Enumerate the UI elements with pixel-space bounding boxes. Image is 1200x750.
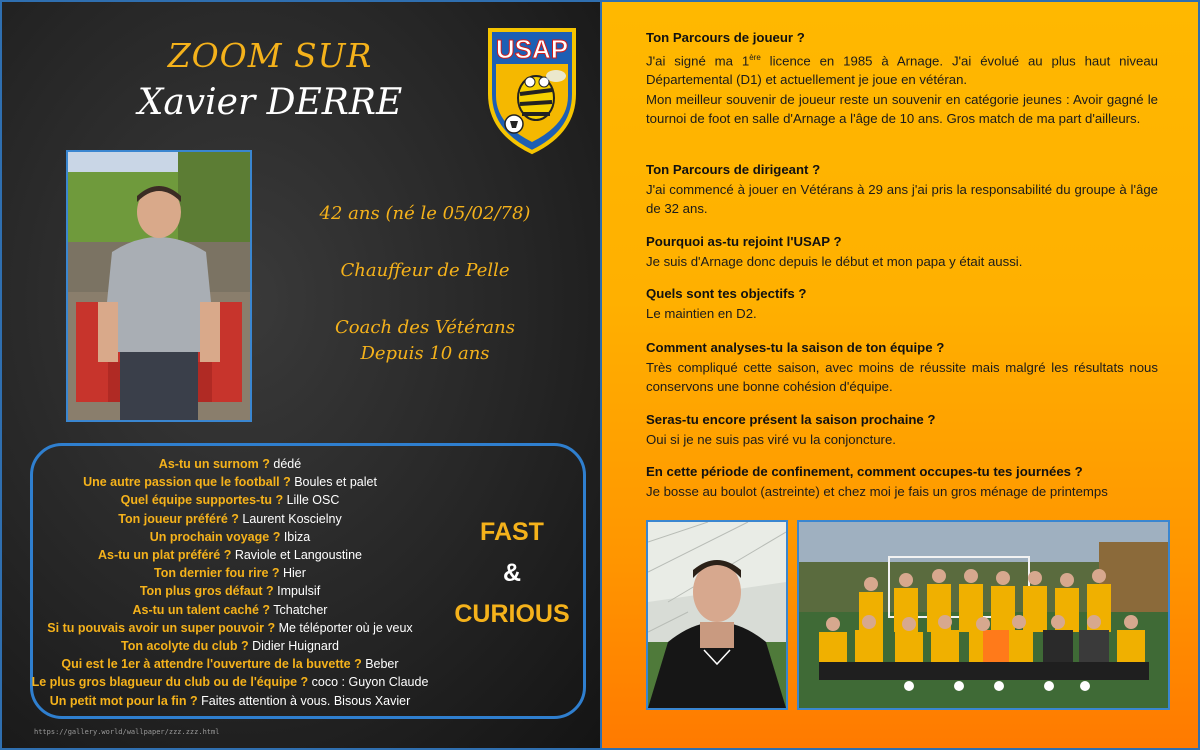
qa-block-6 (646, 410, 1158, 449)
role-line-1: Coach des Vétérans (335, 317, 515, 338)
list-item: Ton plus gros défaut ? Impulsif (139, 584, 321, 599)
list-item: Un petit mot pour la fin ? Faites attention à vous. Bisous Xavier (49, 693, 411, 708)
answer-text: Mon meilleur souvenir de joueur reste un souvenir en catégorie jeunes : Avoir gagné le tournoi de foot en salle d'Arnage a l'âge de 10 ans. Gros match de ma part d'ailleurs. (646, 91, 1158, 127)
list-item: Ton acolyte du club ? Didier Huignard (121, 639, 339, 654)
list-item: Ton dernier fou rire ? Hier (154, 566, 306, 581)
qa-block-1 (646, 28, 1158, 129)
answer-text: Je bosse au boulot (astreinte) et chez moi je fais un gros ménage de printemps (646, 483, 1108, 499)
list-item: Si tu pouvais avoir un super pouvoir ? Me téléporter où je veux (47, 620, 413, 635)
answer-text: Le maintien en D2. (646, 305, 757, 321)
player-photo (646, 520, 788, 710)
list-item: As-tu un talent caché ? Tchatcher (132, 602, 328, 617)
ampersand: & (502, 559, 522, 587)
watermark-url: https://gallery.world/wallpaper/zzz.zzz.html (34, 728, 220, 736)
age-text: 42 ans (né le 05/02/78) (319, 203, 531, 224)
answer-text: J'ai commencé à jouer en Vétérans à 29 ans j'ai pris la responsabilité du groupe à l'âge de 32 ans. (646, 181, 1158, 216)
question-heading: Seras-tu encore présent la saison prochaine ? (646, 412, 936, 427)
answer-text: Très compliqué cette saison, avec moins de réussite mais malgré les résultats nous conservons une bonne cohésion d'équipe. (646, 359, 1158, 394)
question-heading: En cette période de confinement, comment occupes-tu tes journées ? (646, 464, 1083, 479)
portrait-photo (66, 150, 252, 422)
zoom-title: ZOOM SUR (167, 36, 373, 75)
curious-word: CURIOUS (454, 600, 570, 628)
logo-text: USAP (495, 34, 569, 64)
question-heading: Quels sont tes objectifs ? (646, 286, 807, 301)
fast-curious-list (20, 455, 440, 710)
qa-block-7 (646, 462, 1158, 501)
usap-logo (482, 24, 582, 156)
player-name: Xavier DERRE (137, 82, 403, 123)
list-item: Le plus gros blagueur du club ou de l'équipe ? coco : Guyon Claude (31, 675, 429, 690)
qa-block-4 (646, 284, 1158, 323)
list-item: As-tu un plat préféré ? Raviole et Langoustine (98, 548, 362, 563)
list-item: Un prochain voyage ? Ibiza (149, 529, 311, 544)
job-text: Chauffeur de Pelle (340, 260, 510, 281)
role-line-2: Depuis 10 ans (360, 343, 490, 364)
qa-block-5 (646, 338, 1158, 397)
list-item: Ton joueur préféré ? Laurent Koscielny (118, 511, 342, 526)
list-item: Quel équipe supportes-tu ? Lille OSC (120, 493, 340, 508)
qa-block-3 (646, 232, 1158, 271)
question-heading: Comment analyses-tu la saison de ton équipe ? (646, 340, 945, 355)
answer-text: J'ai signé ma 1ère licence en 1985 à Arnage. J'ai évolué au plus haut niveau Départemental (D1) et actuellement je joue en vétéran. (646, 52, 1158, 88)
list-item: Qui est le 1er à attendre l'ouverture de la buvette ? Beber (61, 657, 399, 672)
question-heading: Ton Parcours de joueur ? (646, 30, 805, 45)
list-item: As-tu un surnom ? dédé (158, 457, 302, 471)
question-heading: Ton Parcours de dirigeant ? (646, 162, 821, 177)
list-item: Une autre passion que le football ? Boules et palet (83, 475, 377, 490)
fast-curious-title (446, 512, 578, 635)
team-photo (797, 520, 1170, 710)
question-heading: Pourquoi as-tu rejoint l'USAP ? (646, 234, 842, 249)
fast-word: FAST (480, 518, 544, 546)
qa-block-2 (646, 160, 1158, 219)
answer-text: Je suis d'Arnage donc depuis le début et mon papa y était aussi. (646, 253, 1023, 269)
answer-text: Oui si je ne suis pas viré vu la conjoncture. (646, 431, 896, 447)
